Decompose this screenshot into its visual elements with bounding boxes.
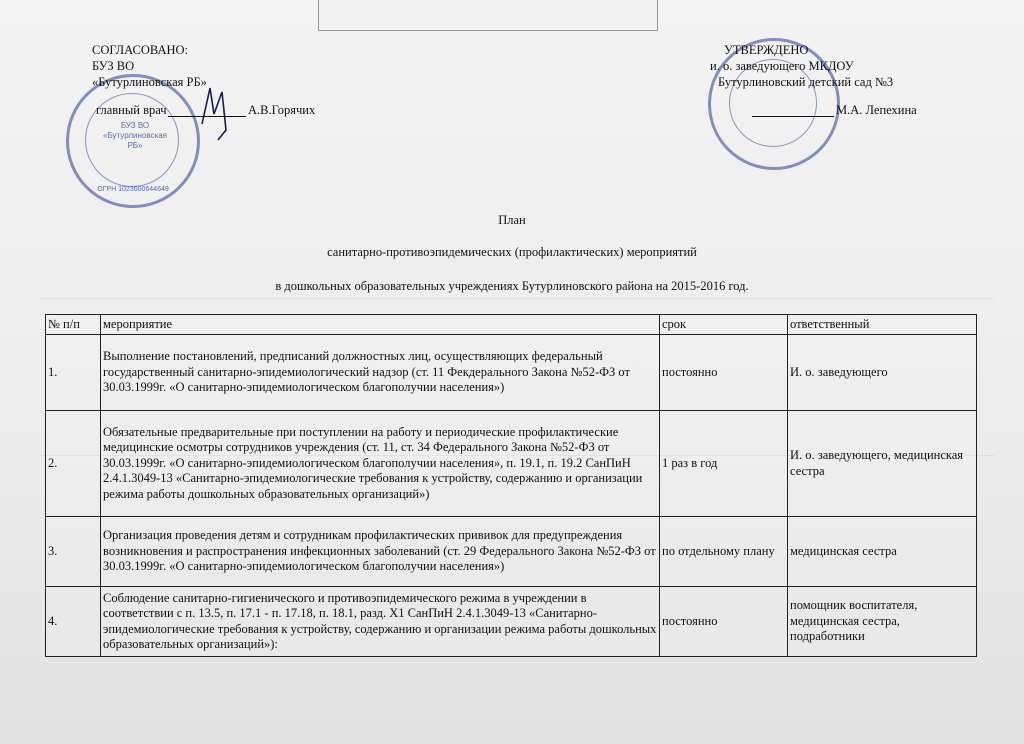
stamp-left-ogrn: ОГРН 1023600644649 (97, 186, 169, 193)
stamp-left-line2: «Бутурлиновская (103, 131, 167, 140)
table-row (46, 517, 977, 587)
signature-line-right (752, 116, 834, 117)
stamp-left-line3: РБ» (127, 141, 143, 150)
row-activity: Выполнение постановлений, предписаний должностных лиц, осуществляющих федеральный государственный санитарно-эпидемиологический надзор (ст. 11 Фекдерального Закона №52-ФЗ от 30.03.1999г. «О санитарно-эпидемиологическом благополучии населения») (101, 335, 660, 411)
header-approved: УТВЕРЖДЕНО (724, 43, 809, 57)
title-subject: санитарно-противоэпидемических (профилактических) мероприятий (327, 245, 697, 259)
row-number: 3. (46, 517, 101, 587)
table-row (46, 411, 977, 517)
header-right-position-1: и. о. заведующего МКДОУ (710, 59, 854, 73)
signature-line-left (168, 116, 246, 117)
header-activity: мероприятие (101, 315, 660, 335)
row-number: 4. (46, 587, 101, 657)
stamp-left-line1: БУЗ ВО (120, 121, 150, 130)
header-left-org-2: «Бутурлиновская РБ» (92, 75, 207, 89)
header-left-name: А.В.Горячих (248, 103, 316, 117)
header-term: срок (660, 315, 788, 335)
plan-table (45, 314, 977, 657)
row-term: 1 раз в год (660, 411, 788, 517)
title-plan: План (498, 213, 526, 227)
row-term: по отдельному плану (660, 517, 788, 587)
paper-tab (318, 0, 658, 31)
row-number: 1. (46, 335, 101, 411)
header-left-org-1: БУЗ ВО (92, 59, 135, 73)
row-responsible: помощник воспитателя, медицинская сестра, подработники (788, 587, 977, 657)
header-number: № п/п (46, 315, 101, 335)
row-responsible: И. о. заведующего, медицинская сестра (788, 411, 977, 517)
table-row (46, 335, 977, 411)
table-row (46, 587, 977, 657)
row-responsible: медицинская сестра (788, 517, 977, 587)
row-term: постоянно (660, 587, 788, 657)
signature-left (196, 84, 236, 144)
table-header-row (46, 315, 977, 335)
row-number: 2. (46, 411, 101, 517)
row-activity: Соблюдение санитарно-гигиенического и противоэпидемического режима в учреждении в соответствии с п. 13.5, п. 17.1 - п. 17.18, п. 18.1, разд. Х1 СанПиН 2.4.1.3049-13 «Санитарно-эпидемиологические требования к устройству, содержанию и организации режима работы дошкольных образовательных организаций»): (101, 587, 660, 657)
header-right-position-2: Бутурлиновский детский сад №3 (718, 75, 894, 89)
header-right-name: М.А. Лепехина (836, 103, 917, 117)
stamp-left (66, 74, 200, 208)
header-agreed: СОГЛАСОВАНО: (92, 43, 189, 57)
row-activity: Организация проведения детям и сотрудникам профилактических прививок для предупреждения возникновения и распространения инфекционных заболеваний (ст. 29 Федерального Закона №52-ФЗ от 30.03.1999г. «О санитарно-эпидемиологическом благополучии населения») (101, 517, 660, 587)
row-activity: Обязательные предварительные при поступлении на работу и периодические профилактические медицинские осмотры сотрудников учреждения (ст. 11, ст. 34 Федерального Закона №52-ФЗ от 30.03.1999г. «О санитарно-эпидемиологическом благополучии населения», п. 19.1, п. 19.2 СанПиН 2.4.1.3049-13 «Санитарно-эпидемиологические требования к устройству, содержанию и организации режима работы дошкольных образовательных организаций») (101, 411, 660, 517)
row-responsible: И. о. заведующего (788, 335, 977, 411)
title-scope: в дошкольных образовательных учреждениях Бутурлиновского района на 2015-2016 год. (275, 279, 749, 293)
fold-line (40, 298, 994, 299)
row-term: постоянно (660, 335, 788, 411)
header-left-position: главный врач (96, 103, 167, 117)
header-responsible: ответственный (788, 315, 977, 335)
